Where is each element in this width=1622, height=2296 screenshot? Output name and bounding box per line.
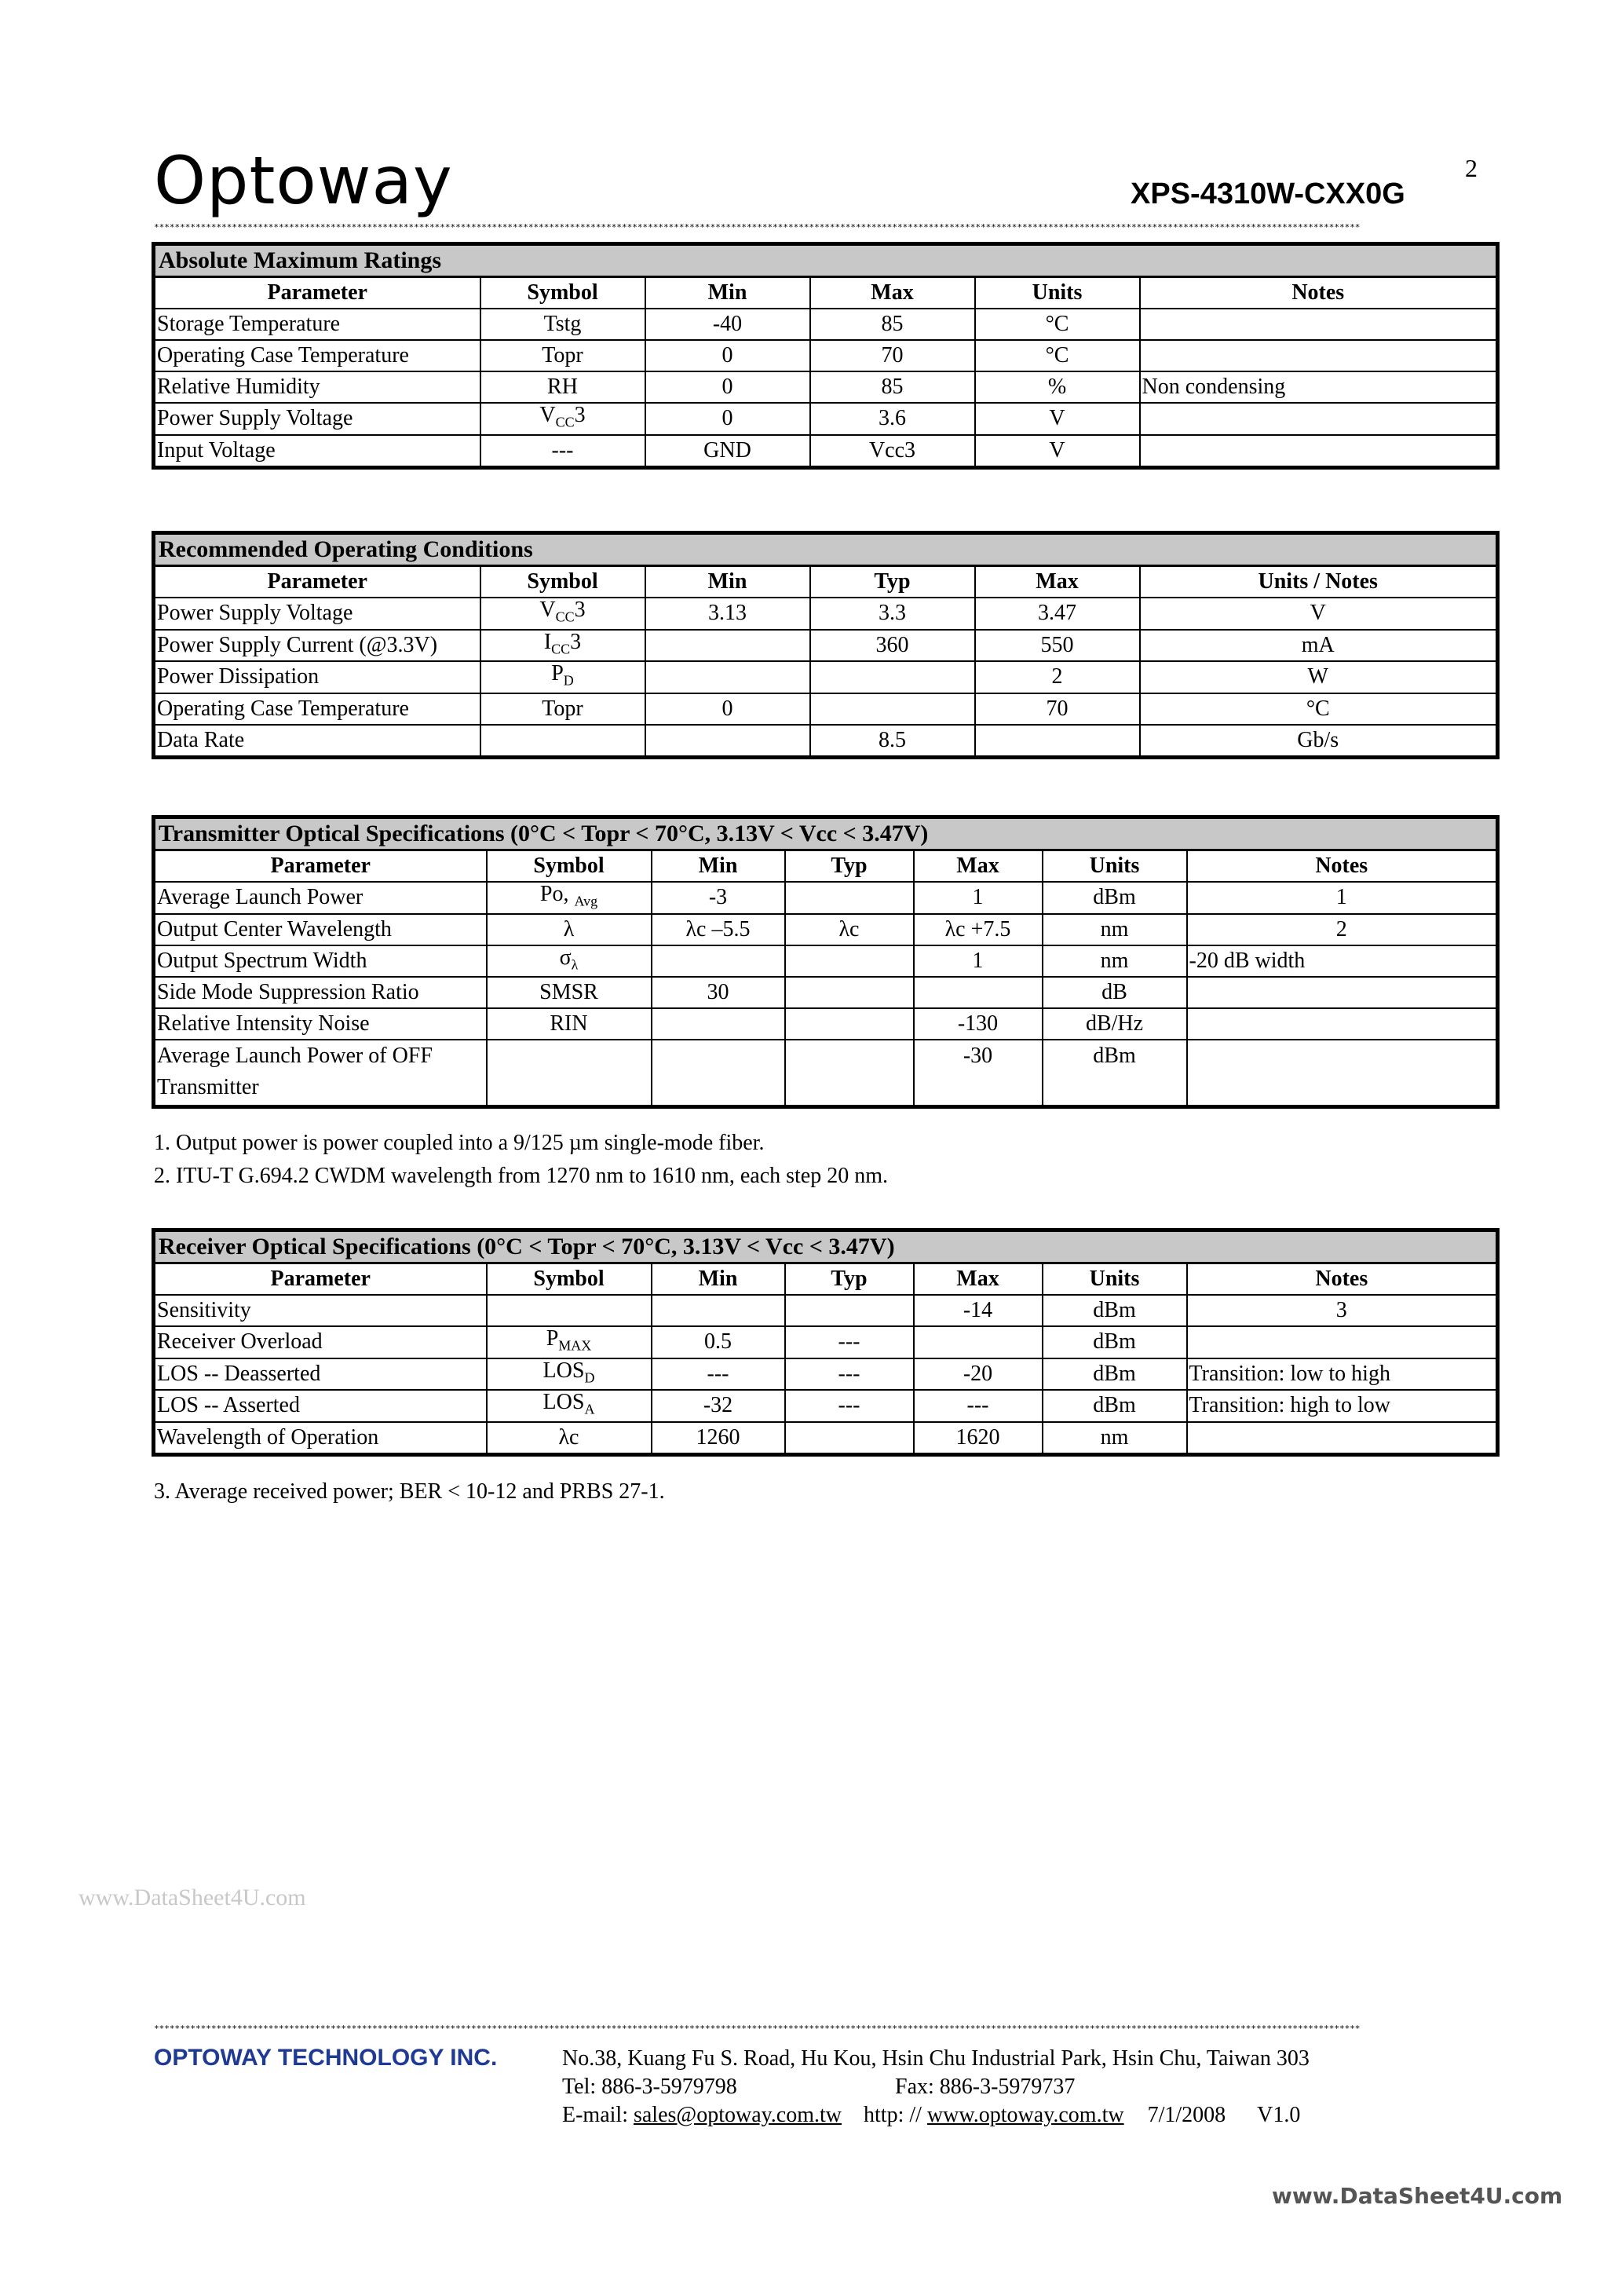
cell: --- — [785, 1326, 914, 1358]
cell: Average Launch Power of OFF Transmitter — [154, 1040, 487, 1107]
cell — [487, 1040, 652, 1107]
absolute-maximum-ratings-table — [152, 242, 1500, 470]
column-header: Typ — [785, 850, 914, 883]
column-header: Units / Notes — [1140, 566, 1498, 598]
watermark: www.DataSheet4U.com — [1272, 2183, 1563, 2209]
header-separator: **************************************************************************************************************************************************************************************************************************************** — [154, 223, 1361, 232]
cell: Power Supply Current (@3.3V) — [154, 630, 480, 662]
cell: dBm — [1043, 1295, 1187, 1326]
table-row — [154, 1295, 1498, 1326]
table-row — [154, 371, 1498, 403]
cell: LOS -- Asserted — [154, 1390, 487, 1422]
column-header: Symbol — [487, 1263, 652, 1296]
cell: V — [1140, 598, 1498, 630]
column-header: Notes — [1187, 850, 1498, 883]
cell: 1 — [914, 945, 1043, 978]
cell: 1 — [914, 882, 1043, 914]
cell: W — [1140, 661, 1498, 693]
cell: Average Launch Power — [154, 882, 487, 914]
cell: λc — [487, 1422, 652, 1455]
column-header: Min — [645, 566, 810, 598]
company-logo: Optoway — [154, 142, 453, 219]
watermark: www.DataSheet4U.com — [79, 1885, 306, 1910]
column-header: Units — [1043, 1263, 1187, 1296]
cell: $I_{CC}3$ — [480, 630, 645, 662]
cell: Po, $_{Avg}$ — [487, 882, 652, 914]
cell — [652, 1040, 785, 1107]
cell: --- — [785, 1358, 914, 1391]
cell — [645, 661, 810, 693]
cell: dBm — [1043, 1390, 1187, 1422]
cell: dBm — [1043, 882, 1187, 914]
part-number: XPS-4310W-CXX0G — [1131, 177, 1405, 210]
cell: Operating Case Temperature — [154, 340, 480, 371]
cell: --- — [480, 435, 645, 468]
cell: °C — [975, 309, 1140, 340]
cell: Relative Humidity — [154, 371, 480, 403]
table-row — [154, 977, 1498, 1008]
cell — [1140, 435, 1498, 468]
cell: λc –5.5 — [652, 914, 785, 945]
table-row — [154, 435, 1498, 468]
cell: Storage Temperature — [154, 309, 480, 340]
http-label: http: // — [864, 2103, 927, 2127]
table-row — [154, 1390, 1498, 1422]
cell: °C — [975, 340, 1140, 371]
cell: Relative Intensity Noise — [154, 1008, 487, 1040]
column-header: Typ — [810, 566, 975, 598]
cell — [1140, 309, 1498, 340]
tx-footnote-2: 2. ITU-T G.694.2 CWDM wavelength from 1270 nm to 1610 nm, each step 20 nm. — [154, 1164, 889, 1188]
cell: -20 dB width — [1187, 945, 1498, 978]
table-row — [154, 882, 1498, 914]
cell: 70 — [975, 693, 1140, 725]
table-row — [154, 630, 1498, 662]
cell: nm — [1043, 914, 1187, 945]
page-number: 2 — [1465, 154, 1478, 182]
cell: Gb/s — [1140, 725, 1498, 758]
cell: $V_{CC}3$ — [480, 598, 645, 630]
cell: °C — [1140, 693, 1498, 725]
cell — [645, 630, 810, 662]
cell — [914, 977, 1043, 1008]
cell: 3.6 — [810, 403, 975, 435]
cell: dB/Hz — [1043, 1008, 1187, 1040]
table-row — [154, 945, 1498, 978]
cell: V — [975, 403, 1140, 435]
cell: 0 — [645, 371, 810, 403]
cell — [785, 977, 914, 1008]
cell: dBm — [1043, 1040, 1187, 1107]
cell — [487, 1295, 652, 1326]
cell: -30 — [914, 1040, 1043, 1107]
footer-address: No.38, Kuang Fu S. Road, Hu Kou, Hsin Chu Industrial Park, Hsin Chu, Taiwan 303 — [562, 2046, 1310, 2071]
cell — [785, 882, 914, 914]
email-link[interactable]: sales@optoway.com.tw — [633, 2103, 842, 2127]
cell: 550 — [975, 630, 1140, 662]
cell: % — [975, 371, 1140, 403]
cell — [652, 945, 785, 978]
column-header: Max — [914, 850, 1043, 883]
cell: Transition: low to high — [1187, 1358, 1498, 1391]
cell: 1260 — [652, 1422, 785, 1455]
footer-date: 7/1/2008 — [1147, 2103, 1226, 2127]
cell: Input Voltage — [154, 435, 480, 468]
cell: 1620 — [914, 1422, 1043, 1455]
cell: 85 — [810, 309, 975, 340]
footer-tel: Tel: 886-3-5979798 — [562, 2075, 737, 2099]
table-title: Absolute Maximum Ratings — [154, 244, 1498, 277]
cell: mA — [1140, 630, 1498, 662]
cell: --- — [914, 1390, 1043, 1422]
cell: $P_{MAX}$ — [487, 1326, 652, 1358]
cell: GND — [645, 435, 810, 468]
column-header: Parameter — [154, 850, 487, 883]
cell: Output Spectrum Width — [154, 945, 487, 978]
column-header: Symbol — [487, 850, 652, 883]
cell — [785, 1040, 914, 1107]
cell: 3.13 — [645, 598, 810, 630]
cell: Wavelength of Operation — [154, 1422, 487, 1455]
footer-fax: Fax: 886-3-5979737 — [895, 2075, 1076, 2099]
cell — [652, 1008, 785, 1040]
transmitter-optical-specifications-table — [152, 815, 1500, 1109]
table-title: Receiver Optical Specifications (0°C < Topr < 70°C, 3.13V < Vcc < 3.47V) — [154, 1230, 1498, 1263]
cell: Tstg — [480, 309, 645, 340]
footer-company-name: OPTOWAY TECHNOLOGY INC. — [154, 2045, 498, 2071]
cell: 1 — [1187, 882, 1498, 914]
footer-contact-line — [562, 2103, 1300, 2128]
cell: 3 — [1187, 1295, 1498, 1326]
cell: Transition: high to low — [1187, 1390, 1498, 1422]
table-row — [154, 598, 1498, 630]
cell: -32 — [652, 1390, 785, 1422]
cell: $LOS_D$ — [487, 1358, 652, 1391]
cell: Side Mode Suppression Ratio — [154, 977, 487, 1008]
cell: 0 — [645, 403, 810, 435]
cell: --- — [785, 1390, 914, 1422]
cell: λ — [487, 914, 652, 945]
website-link[interactable]: www.optoway.com.tw — [926, 2103, 1124, 2127]
column-header: Notes — [1140, 277, 1498, 309]
cell: LOS -- Deasserted — [154, 1358, 487, 1391]
table-title: Transmitter Optical Specifications (0°C < Topr < 70°C, 3.13V < Vcc < 3.47V) — [154, 817, 1498, 850]
cell — [1140, 403, 1498, 435]
cell: --- — [652, 1358, 785, 1391]
cell: Topr — [480, 693, 645, 725]
table-row — [154, 661, 1498, 693]
cell: λc +7.5 — [914, 914, 1043, 945]
cell: 3.3 — [810, 598, 975, 630]
column-header: Symbol — [480, 566, 645, 598]
column-header: Max — [914, 1263, 1043, 1296]
table-row — [154, 1326, 1498, 1358]
table-row — [154, 403, 1498, 435]
column-header: Typ — [785, 1263, 914, 1296]
cell: Output Center Wavelength — [154, 914, 487, 945]
email-label: E-mail: — [562, 2103, 634, 2127]
column-header: Max — [975, 566, 1140, 598]
cell — [810, 661, 975, 693]
cell: $V_{CC}3$ — [480, 403, 645, 435]
tx-footnote-1: 1. Output power is power coupled into a 9/125 µm single-mode fiber. — [154, 1131, 765, 1155]
column-header: Min — [645, 277, 810, 309]
cell: Power Dissipation — [154, 661, 480, 693]
cell: -3 — [652, 882, 785, 914]
cell: 360 — [810, 630, 975, 662]
cell — [645, 725, 810, 758]
cell: Receiver Overload — [154, 1326, 487, 1358]
cell: 2 — [1187, 914, 1498, 945]
table-row — [154, 1040, 1498, 1107]
cell: -130 — [914, 1008, 1043, 1040]
cell: nm — [1043, 1422, 1187, 1455]
column-header: Parameter — [154, 277, 480, 309]
cell — [1187, 977, 1498, 1008]
cell: -14 — [914, 1295, 1043, 1326]
cell — [785, 1008, 914, 1040]
cell: $LOS_A$ — [487, 1390, 652, 1422]
table-title: Recommended Operating Conditions — [154, 533, 1498, 566]
column-header: Min — [652, 850, 785, 883]
cell: dB — [1043, 977, 1187, 1008]
cell: Topr — [480, 340, 645, 371]
cell — [785, 1295, 914, 1326]
footer-separator: **************************************************************************************************************************************************************************************************************************************** — [154, 2024, 1361, 2033]
cell: dBm — [1043, 1326, 1187, 1358]
recommended-operating-conditions-table — [152, 531, 1500, 759]
cell — [914, 1326, 1043, 1358]
footer-version: V1.0 — [1257, 2103, 1301, 2127]
cell — [810, 693, 975, 725]
cell: λc — [785, 914, 914, 945]
cell — [1187, 1422, 1498, 1455]
cell — [1187, 1008, 1498, 1040]
cell — [1187, 1326, 1498, 1358]
cell: -40 — [645, 309, 810, 340]
cell: $\sigma_\lambda$ — [487, 945, 652, 978]
cell: Operating Case Temperature — [154, 693, 480, 725]
cell: 0 — [645, 340, 810, 371]
cell: 30 — [652, 977, 785, 1008]
cell — [480, 725, 645, 758]
cell: V — [975, 435, 1140, 468]
rx-footnote-3: 3. Average received power; BER < 10-12 and PRBS 27-1. — [154, 1479, 665, 1504]
cell: 0.5 — [652, 1326, 785, 1358]
cell: -20 — [914, 1358, 1043, 1391]
column-header: Notes — [1187, 1263, 1498, 1296]
cell — [975, 725, 1140, 758]
cell — [1140, 340, 1498, 371]
cell — [652, 1295, 785, 1326]
column-header: Min — [652, 1263, 785, 1296]
cell: 0 — [645, 693, 810, 725]
cell: RIN — [487, 1008, 652, 1040]
column-header: Max — [810, 277, 975, 309]
table-row — [154, 725, 1498, 758]
cell — [1187, 1040, 1498, 1107]
cell: Non condensing — [1140, 371, 1498, 403]
receiver-optical-specifications-table — [152, 1228, 1500, 1457]
cell — [785, 945, 914, 978]
column-header: Units — [975, 277, 1140, 309]
cell: 85 — [810, 371, 975, 403]
table-row — [154, 309, 1498, 340]
table-row — [154, 1008, 1498, 1040]
cell: Power Supply Voltage — [154, 403, 480, 435]
table-row — [154, 1422, 1498, 1455]
table-row — [154, 914, 1498, 945]
cell: nm — [1043, 945, 1187, 978]
cell: Vcc3 — [810, 435, 975, 468]
cell: $P_D$ — [480, 661, 645, 693]
column-header: Parameter — [154, 566, 480, 598]
cell: 8.5 — [810, 725, 975, 758]
cell: 2 — [975, 661, 1140, 693]
cell — [785, 1422, 914, 1455]
table-row — [154, 340, 1498, 371]
cell: Power Supply Voltage — [154, 598, 480, 630]
column-header: Units — [1043, 850, 1187, 883]
cell: 3.47 — [975, 598, 1140, 630]
cell: 70 — [810, 340, 975, 371]
cell: Data Rate — [154, 725, 480, 758]
table-row — [154, 1358, 1498, 1391]
cell: Sensitivity — [154, 1295, 487, 1326]
cell: RH — [480, 371, 645, 403]
cell: dBm — [1043, 1358, 1187, 1391]
table-row — [154, 693, 1498, 725]
column-header: Symbol — [480, 277, 645, 309]
cell: SMSR — [487, 977, 652, 1008]
column-header: Parameter — [154, 1263, 487, 1296]
